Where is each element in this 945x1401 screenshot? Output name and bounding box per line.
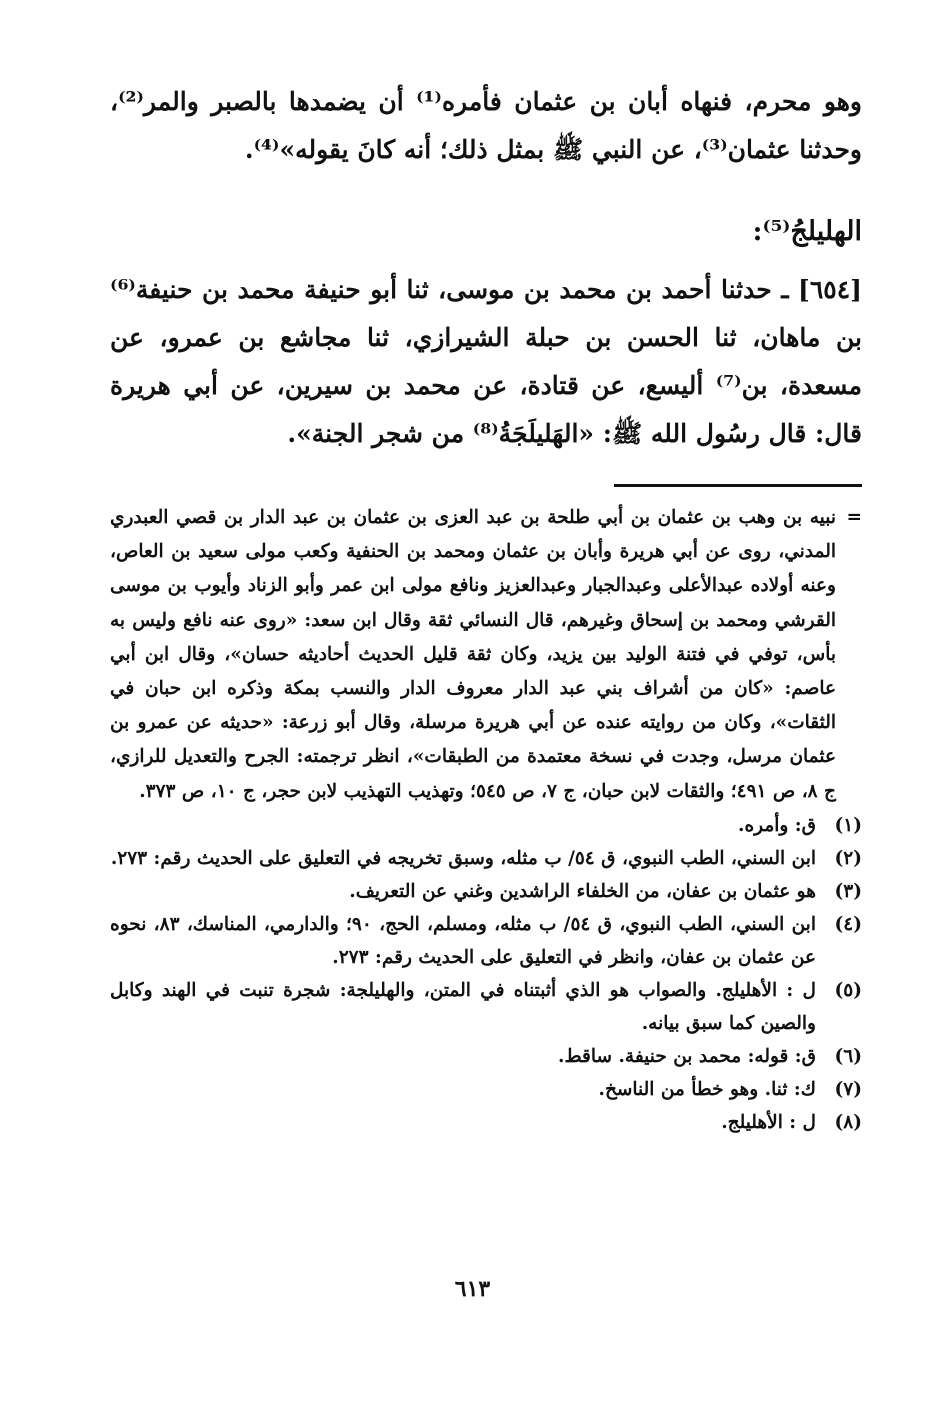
footnote-text: ل : الأهليلج. والصواب هو الذي أثبتناه في المتن، والهليلجة: شجرة تنبت في الهند وكابل والصين كما سبق بيانه. [110, 979, 816, 1034]
hadith-isnad: [٦٥٤] ـ حدثنا أحمد بن محمد بن موسى، ثنا أبو حنيفة محمد بن حنيفة⁽⁶⁾ بن ماهان، ثنا الحسن بن حبلة الشيرازي، ثنا مجاشع بن عمرو، عن مسعدة، بن⁽⁷⁾ أليسع، عن قتادة، عن محمد بن سيرين، عن [110, 275, 862, 400]
footnote-number: (٦) [834, 1045, 862, 1067]
hadith-matn: أبي هريرة قال: قال رسُول الله ﷺ: «الهَليلَجَةُ⁽⁸⁾ من شجر الجنة». [110, 371, 862, 448]
footnote-item [110, 974, 862, 1040]
footnote-number: (٣) [834, 880, 862, 902]
continuation-mark: = [846, 507, 862, 528]
footnote-item [110, 875, 862, 908]
section-heading: الهليلجُ⁽⁵⁾: [752, 216, 862, 247]
footnote-number: (٨) [834, 1111, 862, 1133]
page-body [110, 78, 862, 1139]
footnotes [110, 501, 862, 1139]
footnote-continuation [110, 501, 862, 809]
footnote-item [110, 1106, 862, 1139]
main-paragraph: وهو محرم، فنهاه أبان بن عثمان فأمره⁽¹⁾ أن يضمدها بالصبر والمر⁽²⁾، وحدثنا عثمان⁽³⁾، عن النبي ﷺ بمثل ذلك؛ أنه كانَ يقوله»⁽⁴⁾. [110, 87, 862, 164]
footnote-item [110, 842, 862, 875]
footnote-number: (٤) [834, 913, 862, 935]
footnote-list [110, 809, 862, 1139]
footnote-item [110, 809, 862, 842]
footnote-text: ق: وأمره. [738, 814, 816, 836]
footnote-separator [614, 484, 862, 487]
footnote-item [110, 1073, 862, 1106]
footnote-text: ابن السني، الطب النبوي، ق ٥٤/ ب مثله، وسبق تخريجه في التعليق على الحديث رقم: ٢٧٣. [110, 847, 816, 869]
hadith-paragraph [110, 266, 862, 458]
footnote-number: (٢) [834, 847, 862, 869]
main-text [110, 78, 862, 458]
footnote-item [110, 1040, 862, 1073]
footnote-text: هو عثمان بن عفان، من الخلفاء الراشدين وغني عن التعريف. [349, 880, 816, 902]
footnote-text: ابن السني، الطب النبوي، ق ٥٤/ ب مثله، ومسلم، الحج، ٩٠؛ والدارمي، المناسك، ٨٣، نحوه عن عثمان بن عفان، وانظر في التعليق على الحديث رقم: ٢٧٣. [110, 913, 816, 968]
footnote-text: ك: ثنا. وهو خطأ من الناسخ. [598, 1078, 816, 1100]
footnote-number: (٥) [834, 979, 862, 1001]
footnote-number: (٧) [834, 1078, 862, 1100]
footnote-text: ق: قوله: محمد بن حنيفة. ساقط. [558, 1045, 816, 1067]
footnote-item [110, 908, 862, 974]
page-number: ٦١٣ [454, 1276, 491, 1302]
continuation-text: نبيه بن وهب بن عثمان بن أبي طلحة بن عبد العزى بن عثمان بن عبد الدار بن قصي العبدري المدني، روى عن أبي هريرة وأبان بن عثمان ومحمد بن الحنفية وكعب مولى سعيد بن العاص، وعنه أولاده عبدالأعلى وعبدالجبار وعبدالعزيز ونافع مولى ابن عمر وأبو الزناد وأيوب بن موسى القرشي ومحمد بن إسحاق وغيرهم، قال النسائي ثقة وقال ابن سعد: «روى عنه نافع وليس به بأس، توفي في فتنة الوليد بين يزيد، وكان ثقة قليل الحديث أحاديثه حسان»، وقال ابن أبي عاصم: «كان من أشراف بني عبد الدار معروف الدار والنسب بمكة وذكره ابن حبان في الثقات»، وكان من روايته عنده عن أبي هريرة مرسلة، وقال أبو زرعة: «حديثه عن عمرو بن عثمان مرسل، وجدت في نسخة معتمدة من الطبقات»، انظر ترجمته: الجرح والتعديل للرازي، ج ٨، ص ٤٩١؛ والثقات لابن حبان، ج ٧، ص ٥٤٥؛ وتهذيب التهذيب لابن حجر، ج ١٠، ص ٣٧٣. [110, 507, 836, 802]
footnote-text: ل : الأهليلج. [721, 1111, 816, 1133]
footnote-number: (١) [834, 814, 862, 836]
